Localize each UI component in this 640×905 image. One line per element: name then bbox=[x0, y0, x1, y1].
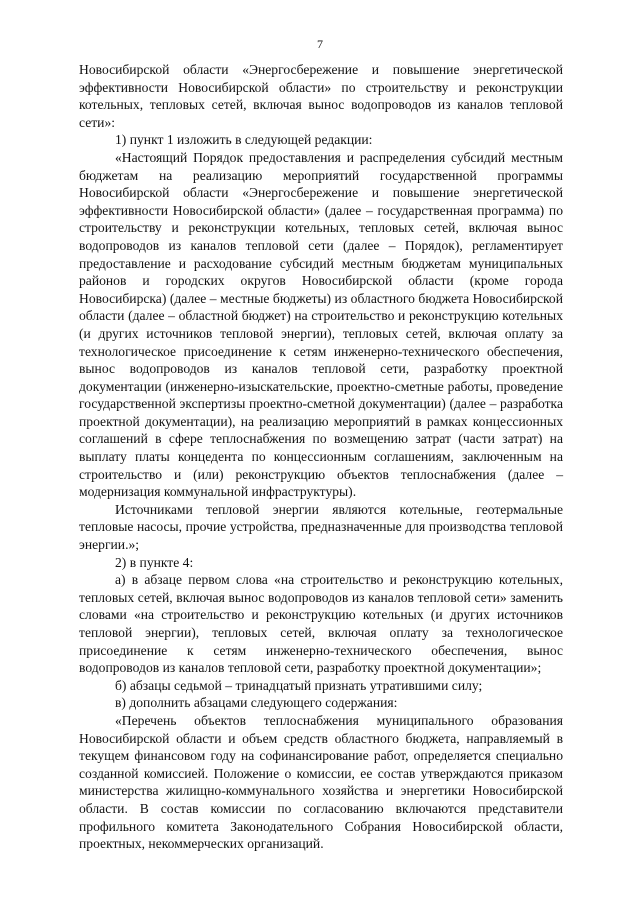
page-number: 7 bbox=[317, 37, 323, 51]
paragraph-heat-sources: Источниками тепловой энергии являются котельные, геотермальные тепловые насосы, прочие устройства, предназначенные для производства тепловой энергии.»; bbox=[79, 501, 563, 553]
paragraph-quoted-order: «Настоящий Порядок предоставления и распределения субсидий местным бюджетам на реализацию мероприятий государственной программы Новосибирской области «Энергосбережение и повышение энергетической эффективности Новосибирской области» (далее – государственная программа) по строительству и реконструкции котельных, тепловых сетей, включая вынос водопроводов из каналов тепловой сети (далее – Порядок), регламентирует предоставление и расходование субсидий местным бюджетам муниципальных районов и городских округов Новосибирской области (кроме города Новосибирска) (далее – местные бюджеты) из областного бюджета Новосибирской области (далее – областной бюджет) на строительство и реконструкцию котельных (и других источников тепловой энергии), тепловых сетей, включая оплату за технологическое присоединение к сетям инженерно-технического обеспечения, вынос водопроводов из каналов тепловой сети, разработку проектной документации (инженерно-изыскательские, проектно-сметные работы, проведение государственной экспертизы проектно-сметной документации) (далее – разработка проектной документации), на реализацию мероприятий в рамках концессионных соглашений в сфере теплоснабжения по возмещению затрат (части затрат) на выплату платы концедента по концессионным соглашениям, заключенным на строительство и (или) реконструкцию объектов теплоснабжения (далее – модернизация коммунальной инфраструктуры). bbox=[79, 149, 563, 500]
paragraph-subitem-v: в) дополнить абзацами следующего содержания: bbox=[115, 695, 398, 711]
paragraph-item-2: 2) в пункте 4: bbox=[115, 554, 194, 570]
paragraph-subitem-b: б) абзацы седьмой – тринадцатый признать утратившими силу; bbox=[115, 677, 483, 693]
paragraph-commission: «Перечень объектов теплоснабжения муниципального образования Новосибирской области и объем средств областного бюджета, направляемый в текущем финансовом году на софинансирование работ, определяется специально созданной комиссией. Положение о комиссии, ее состав утверждаются приказом министерства жилищно-коммунального хозяйства и энергетики Новосибирской области. В состав комиссии по согласованию включаются представители профильного комитета Законодательного Собрания Новосибирской области, проектных, некоммерческих организаций. bbox=[79, 712, 563, 852]
paragraph-subitem-a: а) в абзаце первом слова «на строительство и реконструкцию котельных, тепловых сетей, включая вынос водопроводов из каналов тепловой сети» заменить словами «на строительство и реконструкцию котельных (и других источников тепловой энергии), тепловых сетей, включая оплату за технологическое присоединение к сетям инженерно-технического обеспечения, вынос водопроводов из каналов тепловой сети, разработку проектной документации»; bbox=[79, 572, 563, 676]
paragraph-continuation: Новосибирской области «Энергосбережение и повышение энергетической эффективности Новосибирской области» по строительству и реконструкции котельных, тепловых сетей, включая вынос водопроводов из каналов тепловой сети»: bbox=[79, 62, 563, 130]
paragraph-item-1: 1) пункт 1 изложить в следующей редакции: bbox=[115, 132, 373, 148]
document-body bbox=[79, 61, 563, 853]
